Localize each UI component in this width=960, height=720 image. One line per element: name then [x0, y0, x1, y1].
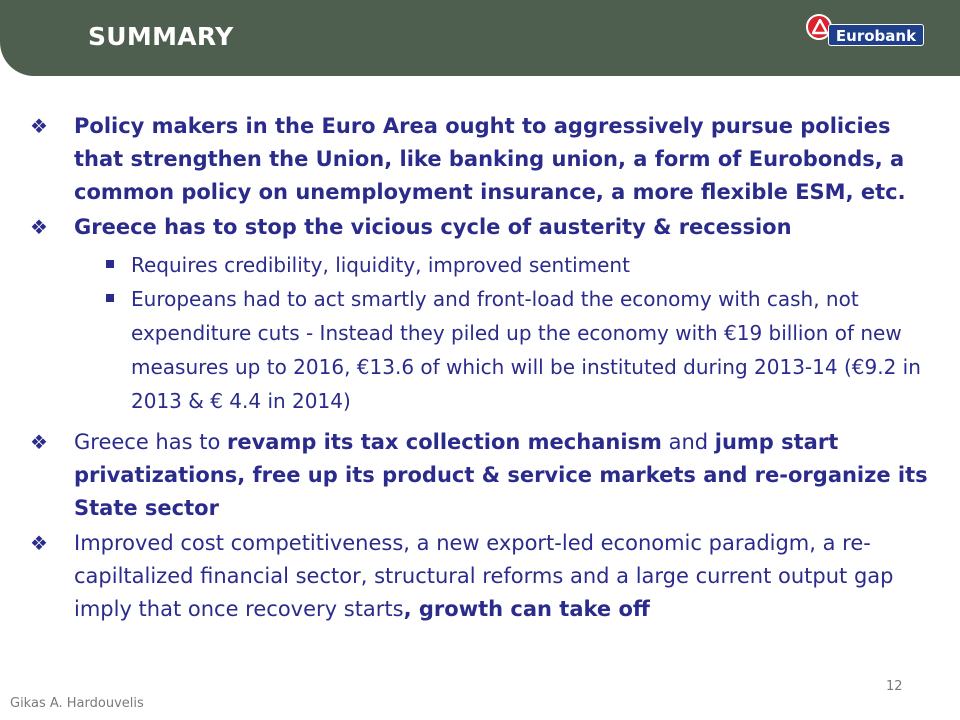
bullet-policy-makers — [30, 110, 930, 209]
square-bullet-icon — [106, 294, 114, 302]
eurobank-logo — [806, 14, 924, 46]
title-band — [0, 0, 960, 76]
eurobank-logo-text: Eurobank — [828, 24, 924, 46]
page-number: 12 — [886, 679, 903, 694]
bullet-text: Improved cost competitiveness, a new export-led economic paradigm, a re-capiltalized financial sector, structural reforms and a large current output gap imply that once recovery starts — [74, 531, 894, 621]
page-title: SUMMARY — [88, 22, 234, 51]
summary-content — [30, 110, 930, 628]
bullet-greece-austerity — [30, 211, 930, 244]
sub-bullet-text: Requires credibility, liquidity, improved sentiment — [131, 253, 630, 277]
bullet-text: Policy makers in the Euro Area ought to aggressively pursue policies that strengthen the Union, like banking union, a form of Eurobonds, a common policy on unemployment insurance, a more flexible ESM, etc. — [74, 114, 906, 204]
bullet-text: and — [661, 430, 715, 454]
sub-bullet-europeans — [74, 282, 930, 418]
author-name: Gikas A. Hardouvelis — [10, 696, 144, 711]
diamond-bullet-icon: ❖ — [30, 215, 48, 239]
sub-bullet-text: Europeans had to act smartly and front-load the economy with cash, not expenditure cuts - Instead they piled up the economy with €19 billion of new measures up to 2016, €13.6 of which will be instituted during 2013-14 (€9.2 in 2013 & € 4.4 in 2014) — [131, 287, 921, 413]
square-bullet-icon — [106, 260, 114, 268]
bullet-text-emphasis: jump start privatizations, free up its product & service markets and re-organize its State sector — [74, 430, 928, 520]
bullet-text: Greece has to — [74, 430, 227, 454]
bullet-text-emphasis: , growth can take off — [403, 597, 650, 621]
sub-bullet-list — [74, 248, 930, 418]
bullet-text-emphasis: revamp its tax collection mechanism — [226, 430, 662, 454]
bullet-competitiveness — [30, 527, 930, 626]
diamond-bullet-icon: ❖ — [30, 114, 48, 138]
bullet-tax-collection — [30, 426, 930, 525]
diamond-bullet-icon: ❖ — [30, 430, 48, 454]
bullet-text: Greece has to stop the vicious cycle of austerity & recession — [74, 215, 792, 239]
diamond-bullet-icon: ❖ — [30, 531, 48, 555]
sub-bullet-credibility — [74, 248, 930, 282]
